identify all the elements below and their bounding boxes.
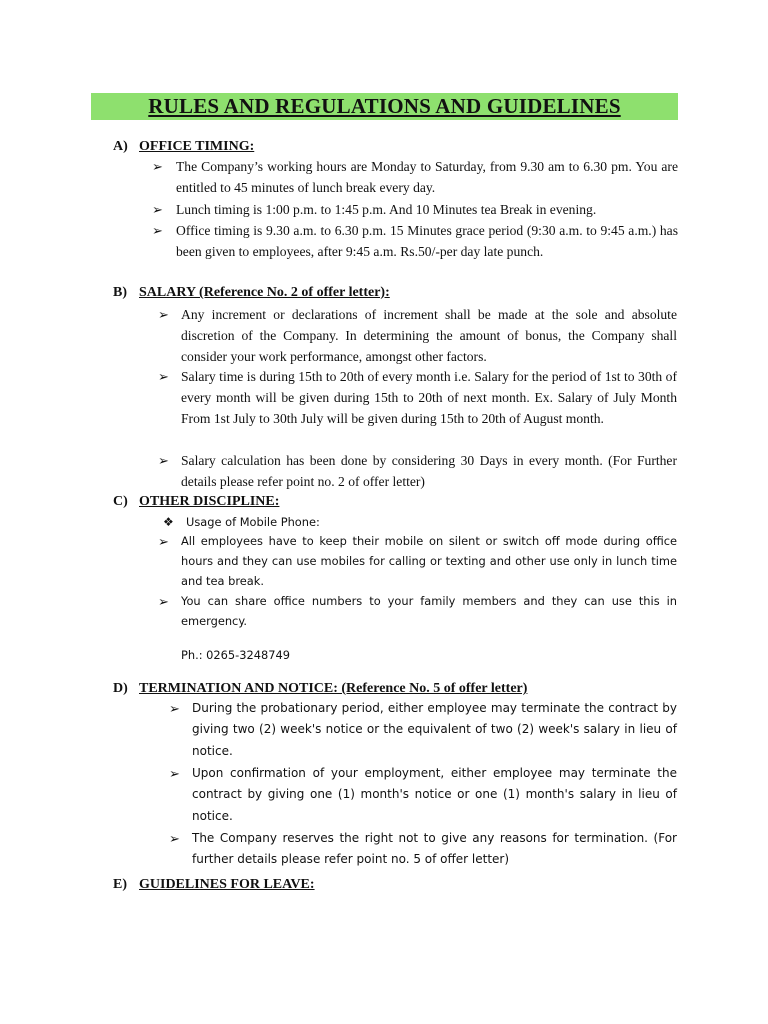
arrowhead-bullet-icon: ➢ <box>169 831 180 846</box>
arrowhead-bullet-icon: ➢ <box>152 223 163 238</box>
section-b-bullet-1: Any increment or declarations of increment shall be made at the sole and absolute discretion of the Company. In determining the amount of bonus, the Company shall consider your work performance, amongst other factors. <box>181 307 677 364</box>
section-c-heading <box>113 493 279 511</box>
title-band <box>91 93 678 120</box>
arrowhead-bullet-icon: ➢ <box>158 534 169 549</box>
section-c-bullet-2: You can share office numbers to your family members and they can use this in emergency. <box>181 594 677 628</box>
section-e-title: GUIDELINES FOR LEAVE: <box>139 877 315 892</box>
section-c-subheading: Usage of Mobile Phone: <box>186 515 320 529</box>
section-d-title: TERMINATION AND NOTICE: (Reference No. 5 of offer letter) <box>139 681 528 696</box>
section-a-heading <box>113 138 254 156</box>
diamond-bullet-icon: ❖ <box>163 515 174 529</box>
section-d-bullet-2: Upon confirmation of your employment, either employee may terminate the contract by giving one (1) month's notice or one (1) month's salary in lieu of notice. <box>192 766 677 823</box>
section-a-bullet-3: Office timing is 9.30 a.m. to 6.30 p.m. 15 Minutes grace period (9:30 a.m. to 9:45 a.m.) has been given to employees, after 9:45 a.m. Rs.50/-per day late punch. <box>176 223 678 259</box>
section-a-bullet-2: Lunch timing is 1:00 p.m. to 1:45 p.m. And 10 Minutes tea Break in evening. <box>176 202 597 217</box>
section-b-bullet-2: Salary time is during 15th to 20th of every month i.e. Salary for the period of 1st to 30th of every month will be given during 15th to 20th of next month. Ex. Salary of July Month From 1st July to 30th July will be given during 15th to 20th of August month. <box>181 369 677 426</box>
section-c-title: OTHER DISCIPLINE: <box>139 494 280 509</box>
section-c-bullet-1: All employees have to keep their mobile on silent or switch off mode during office hours and they can use mobiles for calling or texting and other use only in lunch time and tea break. <box>181 534 677 588</box>
arrowhead-bullet-icon: ➢ <box>152 202 163 217</box>
section-a-letter: A) <box>113 139 128 154</box>
section-b-bullet-3: Salary calculation has been done by considering 30 Days in every month. (For Further details please refer point no. 2 of offer letter) <box>181 453 677 489</box>
document-title: RULES AND REGULATIONS AND GUIDELINES <box>148 94 621 118</box>
section-a-title: OFFICE TIMING: <box>139 139 255 154</box>
section-d-bullet-1: During the probationary period, either employee may terminate the contract by giving two (2) week's notice or the equivalent of two (2) week's salary in lieu of notice. <box>192 701 677 758</box>
section-b-heading <box>113 284 390 302</box>
arrowhead-bullet-icon: ➢ <box>169 766 180 781</box>
section-c-letter: C) <box>113 494 128 509</box>
section-e-heading <box>113 876 315 894</box>
arrowhead-bullet-icon: ➢ <box>152 159 163 174</box>
section-e-letter: E) <box>113 877 127 892</box>
office-phone-number: Ph.: 0265-3248749 <box>181 648 290 662</box>
section-d-letter: D) <box>113 681 128 696</box>
arrowhead-bullet-icon: ➢ <box>158 307 169 322</box>
section-a-bullet-1: The Company’s working hours are Monday to Saturday, from 9.30 am to 6.30 pm. You are entitled to 45 minutes of lunch break every day. <box>176 159 678 195</box>
arrowhead-bullet-icon: ➢ <box>158 453 169 468</box>
section-d-bullet-3: The Company reserves the right not to give any reasons for termination. (For further details please refer point no. 5 of offer letter) <box>192 831 677 867</box>
section-b-title: SALARY (Reference No. 2 of offer letter): <box>139 285 390 300</box>
section-d-heading <box>113 680 527 698</box>
section-b-letter: B) <box>113 285 127 300</box>
arrowhead-bullet-icon: ➢ <box>158 594 169 609</box>
arrowhead-bullet-icon: ➢ <box>158 369 169 384</box>
arrowhead-bullet-icon: ➢ <box>169 701 180 716</box>
